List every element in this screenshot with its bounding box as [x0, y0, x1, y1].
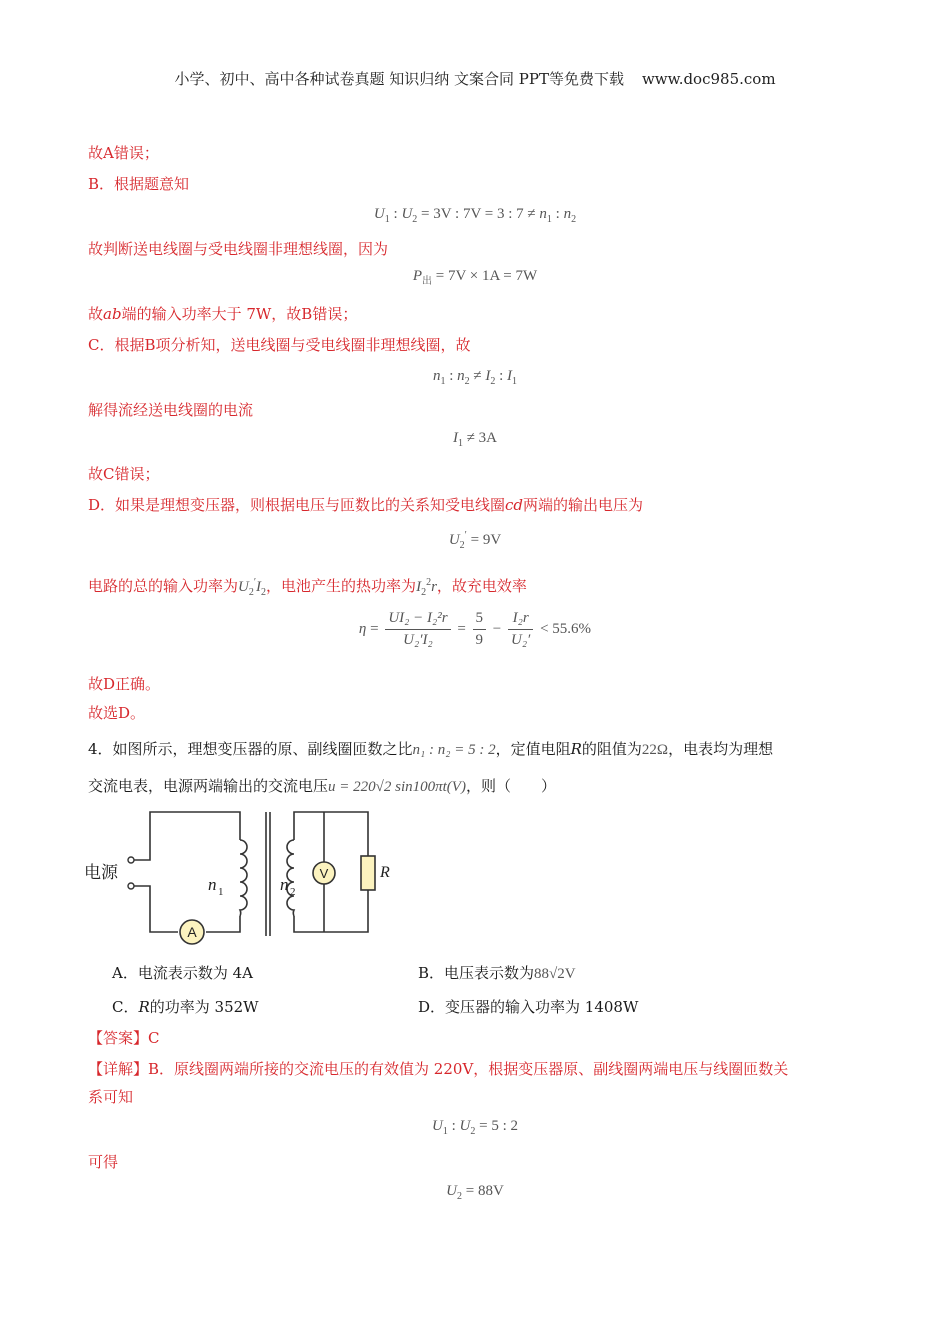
q4-stem-line2: 交流电表，电源两端输出的交流电压u = 220√2 sin100πt(V)，则（ ）: [88, 777, 556, 795]
c-wrong: 故C错误；: [88, 465, 160, 483]
n2-label: n: [280, 875, 289, 894]
circuit-diagram: [84, 806, 394, 952]
detail-line2: 系可知: [88, 1088, 134, 1106]
power-source-label: 电源: [84, 863, 118, 883]
ammeter-label: A: [187, 924, 197, 940]
q4-stem-line1: 4．如图所示，理想变压器的原、副线圈匝数之比n₁ : n₂ = 5 : 2，定值电阻R的阻值为22Ω，电表均为理想: [88, 740, 774, 758]
header-url: www.doc985.com: [641, 70, 776, 88]
c-solve: 解得流经送电线圈的电流: [88, 401, 254, 419]
formula-n-i: $n_1$ : $n_2 \ne I_2$ : $I_1$: [432, 368, 518, 387]
d-power: 电路的总的输入功率为$U_2'I_2$，电池产生的热功率为$I_2^2r$，故充电效率: [88, 577, 527, 598]
b-reason: 故判断送电线圈与受电线圈非理想线圈，因为: [88, 240, 389, 258]
page-header: [0, 68, 950, 89]
n1-subscript: 1: [218, 886, 224, 898]
fraction-2: $\frac{5}{9}$: [473, 610, 487, 649]
fraction-3: $\frac{\text{I₂r}}{\text{U₂′}}$: [508, 610, 533, 649]
option-d: D．变压器的输入功率为 1408W: [418, 998, 639, 1016]
header-text: 小学、初中、高中各种试卷真题 知识归纳 文案合同 PPT等免费下载: [174, 70, 624, 88]
resistor-icon: [361, 856, 375, 890]
inline-heat-power: $I_2^2r$: [416, 577, 437, 598]
terminal-bottom: [128, 883, 134, 889]
b-intro: B．根据题意知: [88, 175, 190, 193]
formula-u-ratio: $U_1$ : $U_2 = 3V$ : 7V = 3 : $7 \ne n_1$ : $n_2$: [373, 206, 577, 225]
c-intro: C．根据B项分析知，送电线圈与受电线圈非理想线圈，故: [88, 336, 471, 354]
formula-u-ratio-2: $U_1$ : $U_2 = 5$ : 2: [432, 1118, 518, 1137]
d-intro: D．如果是理想变压器，则根据电压与匝数比的关系知受电线圈cd两端的输出电压为: [88, 496, 644, 514]
d-right: 故D正确。: [88, 675, 161, 693]
option-c: C．R的功率为 352W: [112, 998, 259, 1016]
option-a: A．电流表示数为 4A: [112, 964, 253, 982]
resistor-label: R: [380, 864, 390, 881]
inline-input-power: $U_2'I_2$: [238, 577, 267, 598]
obtain: 可得: [88, 1153, 119, 1171]
n2-subscript: 2: [290, 886, 296, 898]
voltmeter-label: V: [319, 866, 329, 881]
detail-line1: 【详解】B．原线圈两端所接的交流电压的有效值为 220V，根据变压器原、副线圈两端电压与线圈匝数关: [88, 1060, 789, 1078]
formula-u2: $U_2 = 88V$: [446, 1183, 504, 1202]
option-b: B．电压表示数为88√2V: [418, 964, 576, 982]
b-conclusion: 故ab端的输入功率大于 7W，故B错误；: [88, 305, 358, 323]
answer: 【答案】C: [88, 1029, 160, 1047]
a-wrong: 故A错误；: [88, 144, 159, 162]
formula-i1: $I_1 \ne 3A$: [452, 430, 498, 449]
n1-label: n: [208, 875, 217, 894]
final-choice: 故选D。: [88, 704, 146, 722]
formula-p-out: $P_出 = 7V \times 1A = 7W$: [412, 268, 538, 287]
terminal-top: [128, 857, 134, 863]
formula-efficiency: η = $\frac{\text{UI₂ − I₂²r}}{\text{U₂′I₂}}$ = $\frac{5}{9}$ − $\frac{\text{I₂r}}{\text{U₂′}}$ < 55.6%: [358, 610, 592, 648]
fraction-1: $\frac{\text{UI₂ − I₂²r}}{\text{U₂′I₂}}$: [385, 610, 450, 649]
formula-u2-prime: $U_2' = 9V$: [448, 530, 502, 551]
